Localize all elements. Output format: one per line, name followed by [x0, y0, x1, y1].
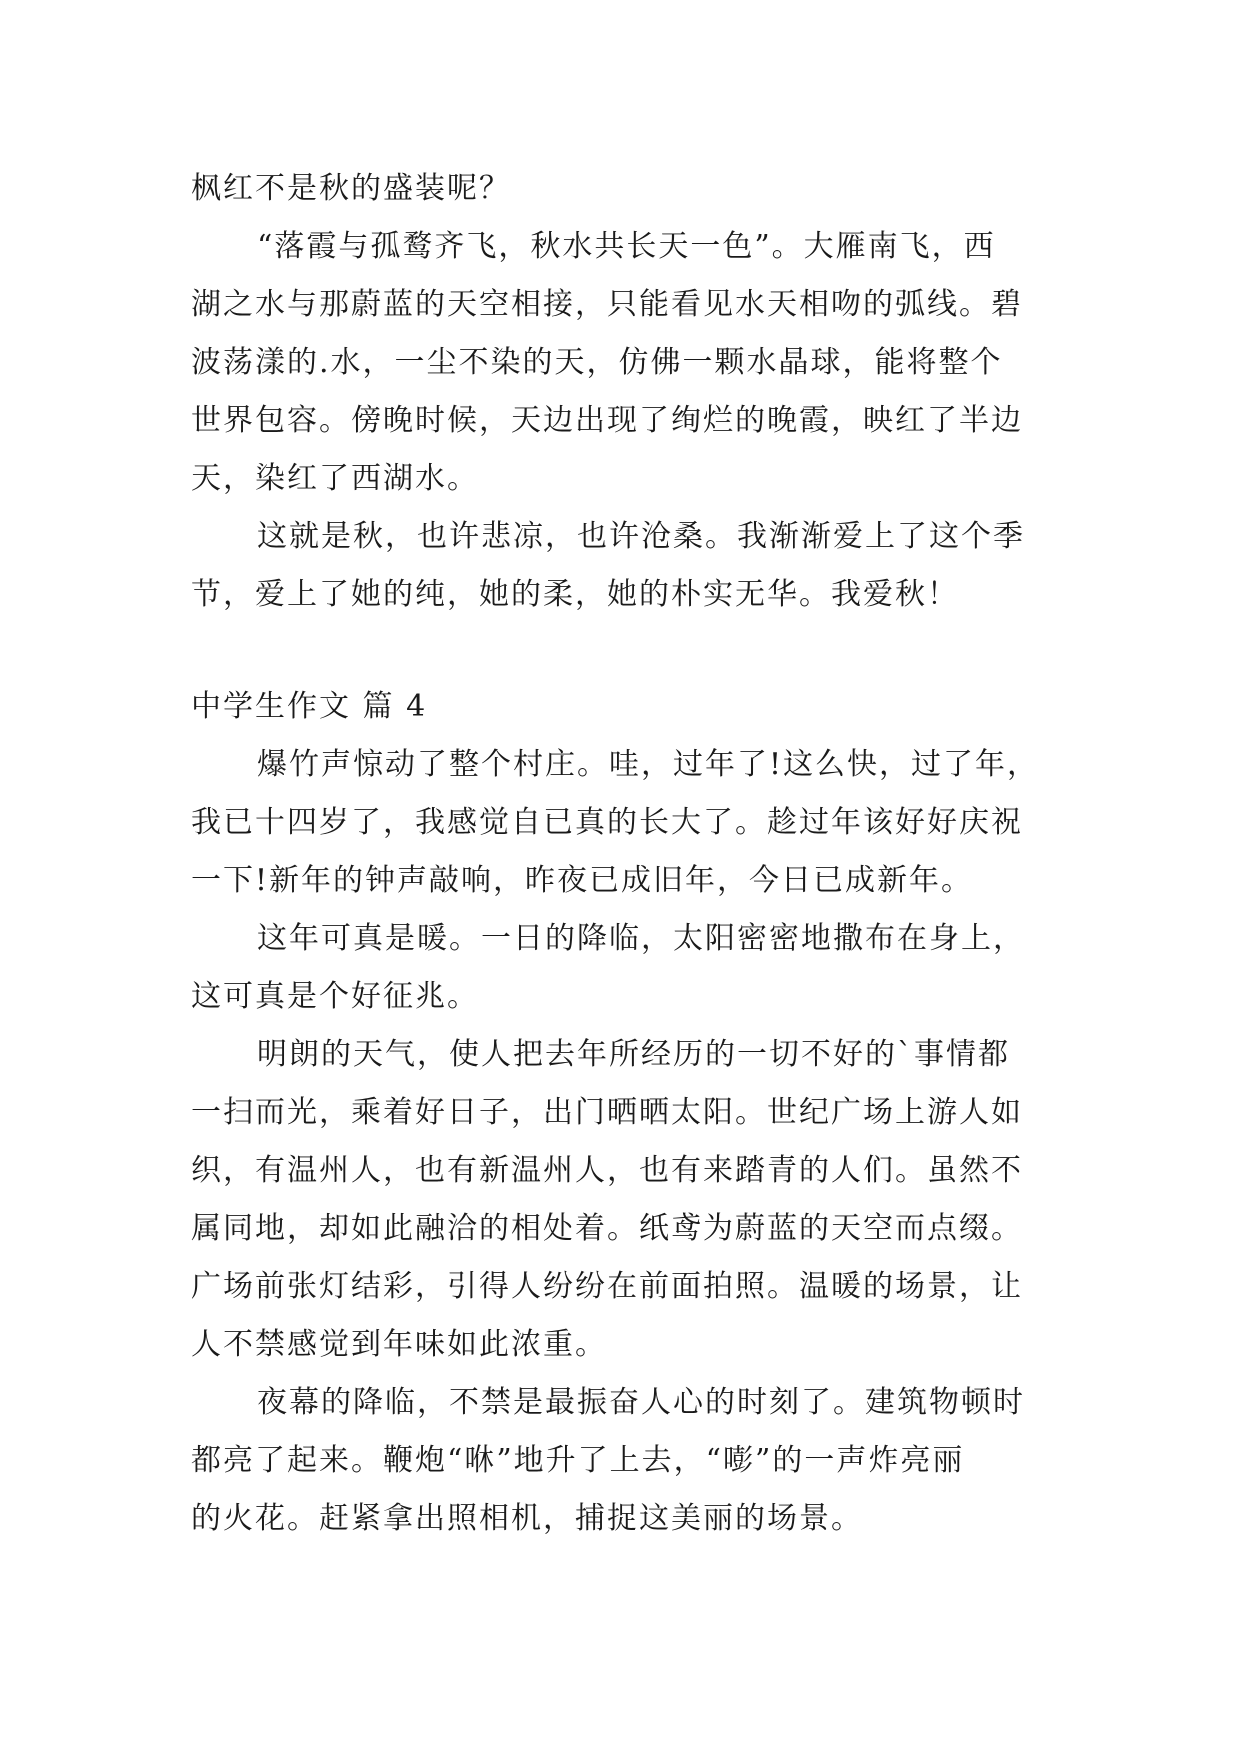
paragraph	[191, 1374, 1051, 1548]
text-line: 一扫而光，乘着好日子，出门晒晒太阳。世纪广场上游人如	[191, 1095, 1023, 1130]
text-line: 都亮了起来。鞭炮“咻”地升了上去，“嘭”的一声炸亮丽	[191, 1443, 965, 1478]
text-line: 夜幕的降临，不禁是最振奋人心的时刻了。建筑物顿时	[257, 1385, 1025, 1420]
text-line: 明朗的天气，使人把去年所经历的一切不好的`事情都	[257, 1037, 1010, 1072]
text-line: “落霞与孤鹜齐飞，秋水共长天一色”。大雁南飞，西	[257, 229, 996, 264]
paragraph	[191, 508, 1051, 624]
paragraph	[191, 218, 1051, 508]
text-line: 湖之水与那蔚蓝的天空相接，只能看见水天相吻的弧线。碧	[191, 287, 1023, 322]
section-spacer	[191, 624, 1051, 678]
text-line: 属同地，却如此融洽的相处着。纸鸢为蔚蓝的天空而点缀。	[191, 1211, 1023, 1246]
text-line: 广场前张灯结彩，引得人纷纷在前面拍照。温暖的场景，让	[191, 1269, 1023, 1304]
section-heading: 中学生作文 篇 4	[191, 689, 428, 724]
text-line: 这就是秋，也许悲凉，也许沧桑。我渐渐爱上了这个季	[257, 519, 1025, 554]
text-line: 枫红不是秋的盛装呢？	[191, 171, 511, 206]
text-line: 一下!新年的钟声敲响，昨夜已成旧年，今日已成新年。	[191, 863, 974, 898]
text-line: 的火花。赶紧拿出照相机，捕捉这美丽的场景。	[191, 1501, 863, 1536]
text-line: 这年可真是暖。一日的降临，太阳密密地撒布在身上，	[257, 921, 1025, 956]
text-line: 世界包容。傍晚时候，天边出现了绚烂的晚霞，映红了半边	[191, 403, 1023, 438]
paragraph	[191, 1026, 1051, 1374]
text-line: 这可真是个好征兆。	[191, 979, 479, 1014]
text-line: 我已十四岁了，我感觉自已真的长大了。趁过年该好好庆祝	[191, 805, 1023, 840]
document-page	[191, 160, 1051, 1548]
text-line: 织，有温州人，也有新温州人，也有来踏青的人们。虽然不	[191, 1153, 1023, 1188]
paragraph	[191, 910, 1051, 1026]
text-line: 波荡漾的.水，一尘不染的天，仿佛一颗水晶球，能将整个	[191, 345, 1003, 380]
text-line: 节，爱上了她的纯，她的柔，她的朴实无华。我爱秋！	[191, 577, 959, 612]
text-line: 天，染红了西湖水。	[191, 461, 479, 496]
text-line: 爆竹声惊动了整个村庄。哇，过年了!这么快，过了年，	[257, 747, 1040, 782]
paragraph	[191, 736, 1051, 910]
text-line: 人不禁感觉到年味如此浓重。	[191, 1327, 607, 1362]
